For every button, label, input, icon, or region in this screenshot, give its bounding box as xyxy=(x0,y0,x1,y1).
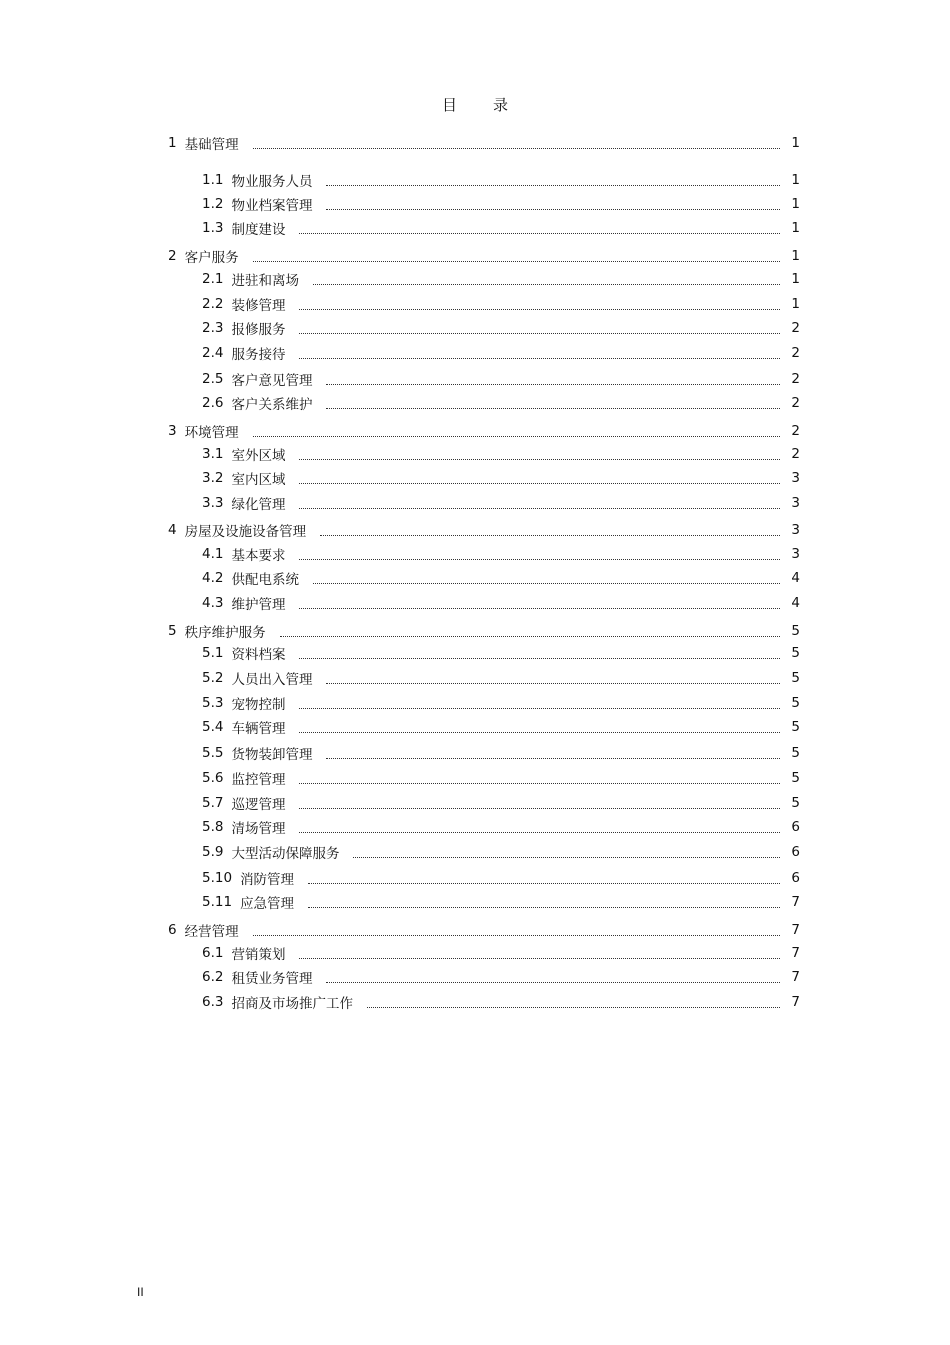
toc-entry-number: 5.5 xyxy=(202,745,224,761)
dot-leader xyxy=(299,232,780,234)
toc-entry-label: 消防管理 xyxy=(240,872,295,888)
toc-entry-number: 5.11 xyxy=(202,894,233,910)
toc-entry[interactable] xyxy=(168,468,800,488)
toc-entry-label: 租赁业务管理 xyxy=(231,971,313,987)
toc-entry-page: 5 xyxy=(791,795,800,811)
toc-entry-page: 2 xyxy=(791,345,800,361)
dot-leader xyxy=(299,831,780,833)
toc-entry[interactable] xyxy=(168,967,800,987)
toc-entry-number: 2.1 xyxy=(202,271,224,287)
dot-leader xyxy=(320,534,780,536)
toc-entry-number: 3 xyxy=(168,423,177,439)
toc-entry-number: 4.1 xyxy=(202,546,224,562)
toc-entry-number: 5.10 xyxy=(202,870,233,886)
dot-leader xyxy=(367,1006,780,1008)
dot-leader xyxy=(313,283,780,285)
toc-entry[interactable] xyxy=(168,194,800,214)
toc-entry-label: 货物装卸管理 xyxy=(231,747,313,763)
dot-leader xyxy=(326,208,780,210)
dot-leader xyxy=(253,435,780,437)
toc-entry-label: 基本要求 xyxy=(231,548,286,564)
toc-entry[interactable] xyxy=(168,992,800,1012)
dot-leader xyxy=(299,357,780,359)
toc-entry[interactable] xyxy=(168,246,800,266)
toc-entry[interactable] xyxy=(168,943,800,963)
toc-entry-page: 5 xyxy=(791,770,800,786)
toc-entry-label: 车辆管理 xyxy=(231,721,286,737)
dot-leader xyxy=(326,981,780,983)
toc-entry[interactable] xyxy=(168,318,800,338)
toc-entry-number: 2.6 xyxy=(202,395,224,411)
toc-entry-label: 经营管理 xyxy=(184,924,239,940)
toc-entry-number: 5.2 xyxy=(202,670,224,686)
toc-entry-label: 秩序维护服务 xyxy=(184,625,266,641)
page-number: II xyxy=(137,1285,144,1299)
toc-entry-page: 1 xyxy=(791,220,800,236)
toc-entry-label: 招商及市场推广工作 xyxy=(231,996,353,1012)
toc-entry-label: 人员出入管理 xyxy=(231,672,313,688)
toc-entry-number: 2.3 xyxy=(202,320,224,336)
toc-entry-page: 6 xyxy=(791,870,800,886)
dot-leader xyxy=(299,607,780,609)
toc-entry[interactable] xyxy=(168,369,800,389)
toc-entry-number: 1.1 xyxy=(202,172,224,188)
dot-leader xyxy=(299,782,780,784)
toc-entry[interactable] xyxy=(168,693,800,713)
toc-entry-number: 4 xyxy=(168,522,177,538)
toc-entry[interactable] xyxy=(168,643,800,663)
toc-entry-label: 物业服务人员 xyxy=(231,174,313,190)
toc-entry-page: 2 xyxy=(791,423,800,439)
toc-entry-label: 房屋及设施设备管理 xyxy=(184,524,307,540)
toc-entry[interactable] xyxy=(168,817,800,837)
toc-entry-page: 5 xyxy=(791,670,800,686)
toc-entry-number: 6.2 xyxy=(202,969,224,985)
toc-entry-number: 1.3 xyxy=(202,220,224,236)
toc-entry[interactable] xyxy=(168,294,800,314)
toc-entry[interactable] xyxy=(168,170,800,190)
toc-entry-label: 营销策划 xyxy=(231,947,286,963)
toc-entry-number: 6 xyxy=(168,922,177,938)
toc-entry-page: 2 xyxy=(791,371,800,387)
dot-leader xyxy=(299,707,780,709)
toc-entry-label: 供配电系统 xyxy=(231,572,299,588)
toc-entry-label: 绿化管理 xyxy=(231,497,286,513)
toc-entry-page: 7 xyxy=(791,994,800,1010)
toc-title-part1: 目 xyxy=(441,96,457,114)
toc-entry[interactable] xyxy=(168,920,800,940)
toc-entry-label: 室外区域 xyxy=(231,448,286,464)
toc-entry-page: 1 xyxy=(791,135,800,151)
toc-entry-label: 大型活动保障服务 xyxy=(231,846,340,862)
dot-leader xyxy=(326,682,780,684)
dot-leader xyxy=(353,856,780,858)
dot-leader xyxy=(299,731,780,733)
toc-entry-number: 1 xyxy=(168,135,177,151)
dot-leader xyxy=(299,807,780,809)
toc-entry-page: 6 xyxy=(791,819,800,835)
toc-entry-number: 5.3 xyxy=(202,695,224,711)
toc-entry[interactable] xyxy=(168,717,800,737)
dot-leader xyxy=(299,482,780,484)
dot-leader xyxy=(299,308,780,310)
toc-entry-label: 客户关系维护 xyxy=(231,397,313,413)
toc-entry-label: 应急管理 xyxy=(240,896,295,912)
toc-entry-page: 5 xyxy=(791,645,800,661)
dot-leader xyxy=(326,757,780,759)
toc-entry-number: 5.7 xyxy=(202,795,224,811)
dot-leader xyxy=(313,582,780,584)
dot-leader xyxy=(299,458,780,460)
toc-entry-number: 3.2 xyxy=(202,470,224,486)
toc-entry-page: 1 xyxy=(791,271,800,287)
toc-entry[interactable] xyxy=(168,593,800,613)
toc-entry[interactable] xyxy=(168,343,800,363)
toc-entry-label: 物业档案管理 xyxy=(231,198,313,214)
toc-entry[interactable] xyxy=(168,892,800,912)
toc-entry-number: 6.1 xyxy=(202,945,224,961)
toc-entry-number: 3.3 xyxy=(202,495,224,511)
toc-entry-label: 基础管理 xyxy=(184,137,239,153)
toc-entry-page: 7 xyxy=(791,922,800,938)
toc-entry-page: 6 xyxy=(791,844,800,860)
dot-leader xyxy=(326,184,780,186)
toc-entry[interactable] xyxy=(168,621,800,641)
toc-entry-number: 5.6 xyxy=(202,770,224,786)
toc-entry-page: 4 xyxy=(791,595,800,611)
toc-entry-page: 5 xyxy=(791,719,800,735)
toc-entry-page: 3 xyxy=(791,470,800,486)
toc-entry-label: 巡逻管理 xyxy=(231,797,286,813)
toc-entry-page: 4 xyxy=(791,570,800,586)
toc-entry-number: 2 xyxy=(168,248,177,264)
toc-entry[interactable] xyxy=(168,568,800,588)
toc-entry-label: 维护管理 xyxy=(231,597,286,613)
toc-entry[interactable] xyxy=(168,842,800,862)
toc-entry-page: 1 xyxy=(791,196,800,212)
toc-entry-label: 制度建设 xyxy=(231,222,286,238)
toc-entry[interactable] xyxy=(168,520,800,540)
toc-entry-number: 4.3 xyxy=(202,595,224,611)
toc-entry-label: 客户服务 xyxy=(184,250,239,266)
toc-entry[interactable] xyxy=(168,444,800,464)
toc-entry-page: 5 xyxy=(791,623,800,639)
toc-entry-label: 室内区域 xyxy=(231,472,286,488)
toc-entry[interactable] xyxy=(168,668,800,688)
toc-entry-label: 环境管理 xyxy=(184,425,239,441)
dot-leader xyxy=(299,332,780,334)
toc-entry-page: 3 xyxy=(791,546,800,562)
toc-entry-page: 7 xyxy=(791,969,800,985)
toc-entry-page: 5 xyxy=(791,695,800,711)
toc-entry-page: 1 xyxy=(791,172,800,188)
dot-leader xyxy=(253,260,780,262)
toc-entry-label: 资料档案 xyxy=(231,647,286,663)
toc-entry-number: 4.2 xyxy=(202,570,224,586)
toc-entry-label: 报修服务 xyxy=(231,322,286,338)
toc-title xyxy=(0,94,950,115)
dot-leader xyxy=(299,957,780,959)
dot-leader xyxy=(299,657,780,659)
toc-entry[interactable] xyxy=(168,743,800,763)
dot-leader xyxy=(280,635,780,637)
toc-entry-page: 7 xyxy=(791,894,800,910)
toc-entry-page: 1 xyxy=(791,248,800,264)
toc-entry[interactable] xyxy=(168,868,800,888)
toc-entry-label: 客户意见管理 xyxy=(231,373,313,389)
dot-leader xyxy=(308,882,780,884)
toc-entry-page: 2 xyxy=(791,395,800,411)
toc-entry[interactable] xyxy=(168,544,800,564)
toc-entry-number: 5.1 xyxy=(202,645,224,661)
toc-entry-page: 7 xyxy=(791,945,800,961)
toc-entry[interactable] xyxy=(168,269,800,289)
toc-entry[interactable] xyxy=(168,393,800,413)
toc-title-part2: 录 xyxy=(493,96,509,114)
toc-entry-label: 装修管理 xyxy=(231,298,286,314)
dot-leader xyxy=(253,934,780,936)
toc-entry-number: 2.4 xyxy=(202,345,224,361)
toc-entry[interactable] xyxy=(168,768,800,788)
toc-entry-number: 3.1 xyxy=(202,446,224,462)
toc-entry[interactable] xyxy=(168,421,800,441)
dot-leader xyxy=(299,558,780,560)
toc-entry-label: 监控管理 xyxy=(231,772,286,788)
dot-leader xyxy=(326,407,780,409)
toc-entry-number: 5.4 xyxy=(202,719,224,735)
toc-entry-number: 2.5 xyxy=(202,371,224,387)
toc-entry-page: 3 xyxy=(791,522,800,538)
toc-entry-number: 2.2 xyxy=(202,296,224,312)
toc-entry-number: 6.3 xyxy=(202,994,224,1010)
toc-entry-label: 宠物控制 xyxy=(231,697,286,713)
toc-entry-page: 5 xyxy=(791,745,800,761)
toc-entry[interactable] xyxy=(168,133,800,153)
toc-entry-number: 1.2 xyxy=(202,196,224,212)
dot-leader xyxy=(308,906,780,908)
toc-entry-number: 5.8 xyxy=(202,819,224,835)
toc-entry-label: 进驻和离场 xyxy=(231,273,299,289)
dot-leader xyxy=(326,383,780,385)
toc-entry[interactable] xyxy=(168,218,800,238)
toc-entry[interactable] xyxy=(168,793,800,813)
toc-entry-label: 清场管理 xyxy=(231,821,286,837)
dot-leader xyxy=(253,147,780,149)
toc-entry-label: 服务接待 xyxy=(231,347,286,363)
toc-entry[interactable] xyxy=(168,493,800,513)
toc-entry-number: 5.9 xyxy=(202,844,224,860)
toc-entry-number: 5 xyxy=(168,623,177,639)
dot-leader xyxy=(299,507,780,509)
toc-entry-page: 2 xyxy=(791,320,800,336)
toc-entry-page: 2 xyxy=(791,446,800,462)
toc-entry-page: 3 xyxy=(791,495,800,511)
toc-entry-page: 1 xyxy=(791,296,800,312)
